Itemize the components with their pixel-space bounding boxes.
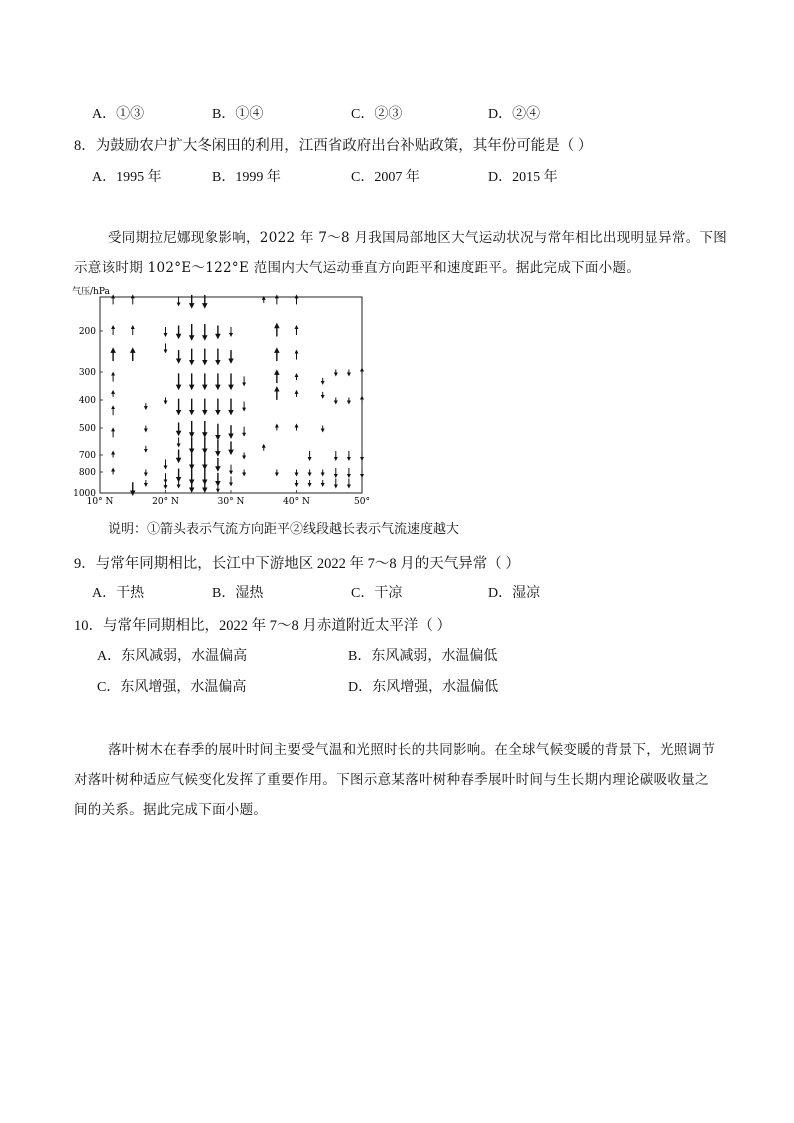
- option-text: ①④: [235, 107, 264, 122]
- q10-option-b[interactable]: [348, 645, 497, 665]
- y-tick-label: 800: [78, 468, 96, 478]
- q8-option-a[interactable]: [92, 166, 162, 186]
- x-tick-label: 50°: [354, 497, 370, 507]
- option-letter: A．: [97, 649, 122, 664]
- option-letter: C．: [351, 586, 375, 601]
- option-letter: D．: [488, 586, 513, 601]
- y-ticks: [73, 327, 103, 499]
- y-tick-label: 400: [78, 396, 96, 406]
- y-tick-label: 500: [78, 424, 96, 434]
- option-letter: C．: [351, 107, 375, 122]
- option-text: ②④: [512, 107, 541, 122]
- q8-option-d[interactable]: [488, 166, 558, 186]
- x-tick-label: 10° N: [86, 497, 114, 507]
- option-letter: D．: [348, 680, 373, 695]
- q9-option-b[interactable]: [212, 582, 263, 602]
- y-axis-label: 气压/hPa: [72, 287, 110, 297]
- option-text: 东风增强，水温偏低: [372, 680, 499, 695]
- passage1-line1: 受同期拉尼娜现象影响，2022 年 7～8 月我国局部地区大气运动状况与常年相比出现明显异常。下图: [108, 230, 728, 246]
- q7-option-c[interactable]: [351, 103, 402, 123]
- option-letter: A．: [92, 107, 117, 122]
- x-tick-label: 20° N: [152, 497, 179, 507]
- x-tick-label: 40° N: [283, 497, 310, 507]
- q10-option-c[interactable]: [97, 676, 246, 696]
- q9-option-c[interactable]: [351, 582, 402, 602]
- option-letter: C．: [97, 680, 121, 695]
- option-letter: C．: [351, 170, 375, 185]
- passage2-line1: 落叶树木在春季的展叶时间主要受气温和光照时长的共同影响。在全球气候变暖的背景下，光照调节: [108, 742, 716, 758]
- q10-option-d[interactable]: [348, 676, 498, 696]
- q8-stem: 8．为鼓励农户扩大冬闲田的利用，江西省政府出台补贴政策，其年份可能是（ ）: [74, 138, 593, 154]
- option-text: 干凉: [374, 586, 403, 601]
- option-text: 东风减弱，水温偏低: [371, 649, 498, 664]
- x-tick-label: 30° N: [217, 497, 245, 507]
- q8-option-b[interactable]: [212, 166, 281, 186]
- option-text: ②③: [374, 107, 403, 122]
- passage1-line2: 示意该时期 102°E～122°E 范围内大气运动垂直方向距平和速度距平。据此完成下面小题。: [74, 260, 641, 276]
- option-text: 1995 年: [116, 170, 162, 185]
- option-text: 2007 年: [374, 170, 420, 185]
- y-tick-label: 700: [78, 451, 96, 461]
- option-text: 2015 年: [512, 170, 558, 185]
- chart-caption: 说明：①箭头表示气流方向距平②线段越长表示气流速度越大: [108, 522, 460, 537]
- q7-option-a[interactable]: [92, 103, 144, 123]
- option-letter: B．: [212, 170, 236, 185]
- option-letter: B．: [212, 586, 236, 601]
- option-text: 干热: [116, 586, 145, 601]
- passage2-line2: 对落叶树种适应气候变化发挥了重要作用。下图示意某落叶树种春季展叶时间与生长期内理论碳吸收量之: [74, 772, 709, 788]
- option-letter: B．: [348, 649, 372, 664]
- q9-option-a[interactable]: [92, 582, 144, 602]
- option-text: 1999 年: [235, 170, 281, 185]
- passage2-line3: 间的关系。据此完成下面小题。: [74, 802, 268, 818]
- option-letter: A．: [92, 170, 117, 185]
- wind-anomaly-chart: [70, 283, 370, 513]
- q10-option-a[interactable]: [97, 645, 247, 665]
- option-text: 湿热: [235, 586, 264, 601]
- q8-option-c[interactable]: [351, 166, 420, 186]
- option-text: 东风增强，水温偏高: [120, 680, 247, 695]
- option-text: ①③: [116, 107, 145, 122]
- q9-option-d[interactable]: [488, 582, 540, 602]
- option-letter: D．: [488, 170, 513, 185]
- option-text: 湿凉: [512, 586, 541, 601]
- option-letter: B．: [212, 107, 236, 122]
- y-tick-label: 1000: [73, 489, 96, 499]
- option-letter: D．: [488, 107, 513, 122]
- option-letter: A．: [92, 586, 117, 601]
- y-tick-label: 200: [78, 327, 96, 337]
- q7-option-d[interactable]: [488, 103, 540, 123]
- vector-field: [113, 295, 362, 493]
- option-text: 东风减弱，水温偏高: [121, 649, 248, 664]
- q7-option-b[interactable]: [212, 103, 263, 123]
- y-tick-label: 300: [78, 368, 96, 378]
- q9-stem: 9．与常年同期相比，长江中下游地区 2022 年 7～8 月的天气异常（ ）: [74, 556, 520, 572]
- q10-stem: 10．与常年同期相比，2022 年 7～8 月赤道附近太平洋（ ）: [74, 618, 451, 634]
